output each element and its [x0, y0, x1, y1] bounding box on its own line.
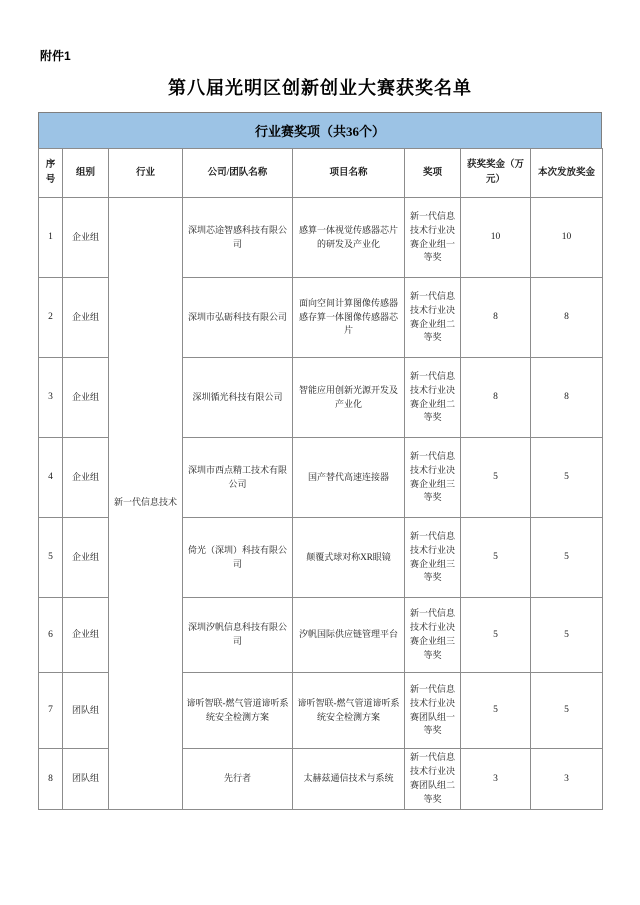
cell-company: 深圳市弘砺科技有限公司	[183, 278, 293, 358]
cell-payout: 10	[531, 198, 603, 278]
col-header-project: 项目名称	[293, 149, 405, 198]
col-header-award: 奖项	[405, 149, 461, 198]
cell-prize: 10	[461, 198, 531, 278]
page-title: 第八届光明区创新创业大赛获奖名单	[168, 78, 472, 98]
cell-payout: 5	[531, 518, 603, 598]
cell-award: 新一代信息技术行业决赛团队组二等奖	[405, 749, 461, 810]
cell-company: 谛听智联-燃气管道谛听系统安全检测方案	[183, 673, 293, 749]
cell-payout: 5	[531, 598, 603, 673]
attachment-label: 附件1	[40, 49, 71, 63]
col-header-no: 序号	[39, 149, 63, 198]
cell-prize: 3	[461, 749, 531, 810]
col-header-group: 组别	[63, 149, 109, 198]
cell-no: 7	[39, 673, 63, 749]
cell-group: 企业组	[63, 198, 109, 278]
cell-project: 太赫兹通信技术与系统	[293, 749, 405, 810]
cell-prize: 5	[461, 673, 531, 749]
cell-company: 深圳芯途智感科技有限公司	[183, 198, 293, 278]
cell-payout: 5	[531, 673, 603, 749]
col-header-industry: 行业	[109, 149, 183, 198]
cell-project: 谛听智联-燃气管道谛听系统安全检测方案	[293, 673, 405, 749]
cell-prize: 8	[461, 278, 531, 358]
cell-group: 团队组	[63, 673, 109, 749]
cell-company: 深圳循光科技有限公司	[183, 358, 293, 438]
cell-project: 感算一体视觉传感器芯片的研发及产业化	[293, 198, 405, 278]
cell-no: 6	[39, 598, 63, 673]
col-header-payout: 本次发放奖金	[531, 149, 603, 198]
cell-prize: 5	[461, 598, 531, 673]
cell-prize: 5	[461, 438, 531, 518]
cell-prize: 5	[461, 518, 531, 598]
cell-project: 国产替代高速连接器	[293, 438, 405, 518]
awards-grid	[38, 148, 603, 810]
cell-group: 企业组	[63, 278, 109, 358]
cell-industry: 新一代信息技术	[109, 198, 183, 810]
header-row	[39, 149, 603, 198]
awards-table	[38, 112, 602, 810]
cell-award: 新一代信息技术行业决赛团队组一等奖	[405, 673, 461, 749]
cell-no: 8	[39, 749, 63, 810]
cell-group: 企业组	[63, 358, 109, 438]
cell-project: 智能应用创新光源开发及产业化	[293, 358, 405, 438]
cell-project: 面向空间计算图像传感器 感存算一体图像传感器芯片	[293, 278, 405, 358]
table-row	[39, 198, 603, 278]
cell-no: 5	[39, 518, 63, 598]
cell-prize: 8	[461, 358, 531, 438]
cell-project: 颠覆式球对称XR眼镜	[293, 518, 405, 598]
cell-payout: 5	[531, 438, 603, 518]
cell-no: 3	[39, 358, 63, 438]
cell-group: 企业组	[63, 518, 109, 598]
cell-award: 新一代信息技术行业决赛企业组三等奖	[405, 438, 461, 518]
cell-award: 新一代信息技术行业决赛企业组二等奖	[405, 358, 461, 438]
cell-award: 新一代信息技术行业决赛企业组三等奖	[405, 598, 461, 673]
cell-company: 先行者	[183, 749, 293, 810]
col-header-company: 公司/团队名称	[183, 149, 293, 198]
cell-no: 2	[39, 278, 63, 358]
cell-group: 团队组	[63, 749, 109, 810]
cell-award: 新一代信息技术行业决赛企业组三等奖	[405, 518, 461, 598]
section-header: 行业赛奖项（共36个）	[38, 112, 602, 148]
cell-company: 深圳汐帆信息科技有限公司	[183, 598, 293, 673]
cell-payout: 8	[531, 358, 603, 438]
cell-no: 1	[39, 198, 63, 278]
cell-award: 新一代信息技术行业决赛企业组二等奖	[405, 278, 461, 358]
cell-group: 企业组	[63, 598, 109, 673]
cell-company: 倚光（深圳）科技有限公司	[183, 518, 293, 598]
cell-project: 汐帆国际供应链管理平台	[293, 598, 405, 673]
cell-award: 新一代信息技术行业决赛企业组一等奖	[405, 198, 461, 278]
cell-payout: 3	[531, 749, 603, 810]
cell-payout: 8	[531, 278, 603, 358]
col-header-prize: 获奖奖金（万元）	[461, 149, 531, 198]
cell-no: 4	[39, 438, 63, 518]
cell-group: 企业组	[63, 438, 109, 518]
cell-company: 深圳市西点精工技术有限公司	[183, 438, 293, 518]
